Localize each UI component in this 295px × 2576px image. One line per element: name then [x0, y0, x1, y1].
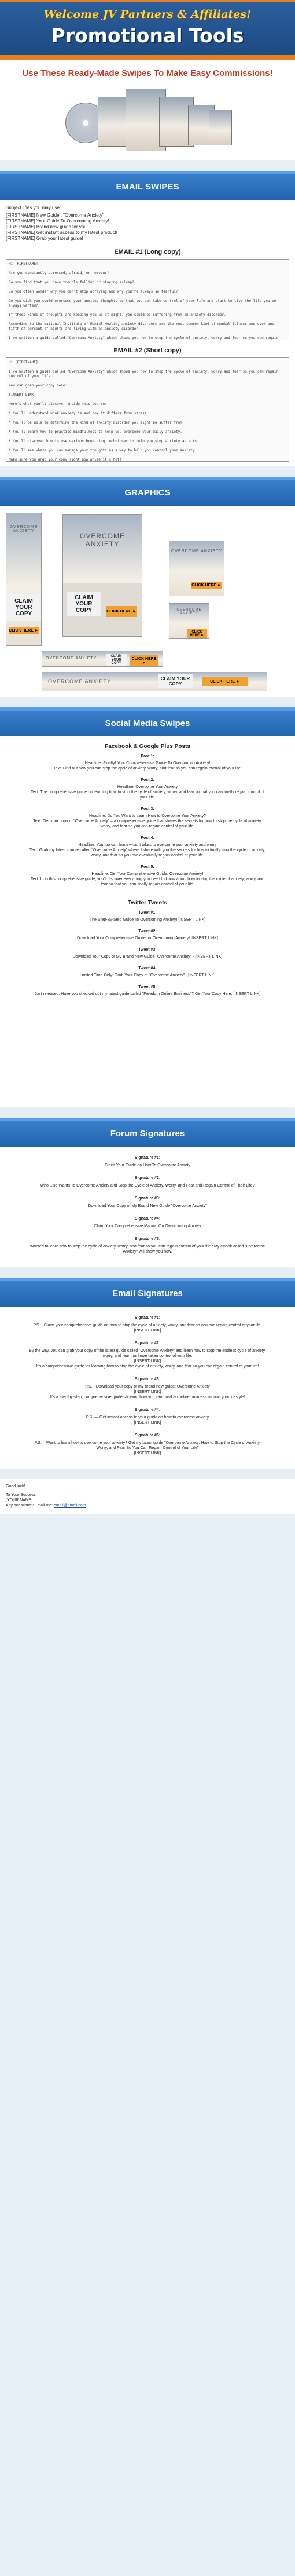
banner-medium-rectangle[interactable]: OVERCOME ANXIETY CLICK HERE ►: [169, 541, 224, 596]
email-signature: Signature #4: P.S. — Get instant access to your guide on how to overcome anxiety [INSERT LINK]: [86, 1408, 209, 1425]
subject-line: [FIRSTNAME] Get instant access to my latest product!: [6, 230, 117, 235]
facebook-post: Post 3: Headline: Do You Want to Learn How to Overcome Your Anxiety? Text: Get your copy of "Overcome Anxiety" – a comprehensive guide that shares the secrets for how to stop the cycle of anxiety, worry, and fear so you can regain control of your life.: [33, 807, 262, 829]
tweet: Tweet #4: Limited Time Only: Grab Your Copy of "Overcome Anxiety" - [INSERT LINK]: [79, 966, 216, 977]
hero-banner: [0, 0, 295, 55]
section-social-media: Social Media Swipes: [0, 707, 295, 736]
email-swipes-panel: [0, 200, 295, 466]
section-email-swipes: EMAIL SWIPES: [0, 171, 295, 200]
tweet: Tweet #5: Just released: Have you checked out my latest guide called "Freedom Online Business"? Get Your Copy Here: [INSERT LINK]: [34, 985, 261, 996]
forum-signatures-panel: [0, 1147, 295, 1267]
footer-sign-off: To Your Success,: [6, 1493, 37, 1497]
footer: [0, 1479, 295, 1514]
facebook-post: Post 4: Headline: You too can learn what it takes to overcome your anxiety and worry Text: Grab my latest course called "Overcome Anxiety" where I share with you the secrets for how to finally stop the cycle of anxiety, worry, and fear so you can eventually regain control of your life.: [30, 836, 266, 858]
subject-list: [6, 213, 289, 242]
email-signature: Signature #5: P.S. – Want to learn how to overcome your anxiety? Get my latest guide "Overcome Anxiety: How to Stop the Cycle of Anxiety, Worry, and Fear So You Can Regain Control of Your Life" [INSERT LINK]: [34, 1433, 261, 1455]
page-bottom: [0, 1514, 295, 1521]
tweet: Tweet #3: Download Your Copy of My Brand New Guide "Overcome Anxiety" - [INSERT LINK]: [72, 948, 223, 959]
subject-line: [FIRSTNAME] Brand new guide for you!: [6, 224, 88, 229]
intro-tagline: Use These Ready-Made Swipes To Make Easy Commissions!: [22, 68, 273, 78]
email2-title: EMAIL #2 (Short copy): [113, 347, 182, 354]
forum-signature: Signature #2: Who Else Wants To Overcome Anxiety and Stop the Cycle of Anxiety, Worry, and Fear and Regain Control of Their Life?: [40, 1176, 255, 1188]
email1-title: EMAIL #1 (Long copy): [114, 249, 181, 256]
facebook-post: Post 5: Headline: Get Your Comprehensive Guide: Overcome Anxiety! Text: In in this comprehensive guide, you'll discover everything you need to know about how to stop the cycle of anxiety, worry, and fear so that you can finally regain control of your life.: [30, 865, 265, 886]
email-signature: Signature #1: P.S. - Claim your comprehensive guide on how to stop the cycle of anxiety, worry, and fear so you can regain control of your life! [INSERT LINK]: [33, 1316, 262, 1333]
facebook-posts-title: Facebook & Google Plus Posts: [105, 743, 190, 750]
footer-contact: Any questions? Email me: email@email.com: [6, 1504, 86, 1508]
banner-leaderboard-2[interactable]: OVERCOME ANXIETY CLAIM YOUR COPY CLICK HERE ►: [42, 672, 267, 691]
graphics-panel: [0, 506, 295, 697]
intro-section: [0, 60, 295, 160]
hero-title: Promotional Tools: [51, 24, 244, 47]
facebook-post: Post 2: Headline: Overcome Your Anxiety Text: The comprehensive guide on learning how to stop the cycle of anxiety, worry, and fear so that you can finally regain control of your life.: [31, 778, 264, 800]
email-signatures-panel: [0, 1307, 295, 1469]
subject-line: [FIRSTNAME] Grab your latest guide!: [6, 236, 83, 241]
subject-line: [FIRSTNAME] Your Guide To Overcoming Anxiety!: [6, 218, 109, 224]
forum-signature: Signature #5: Wanted to learn how to stop the cycle of anxiety, worry, and fear so you can regain control of your life? My eBook called "Overcome Anxiety" will show you how.: [30, 1237, 266, 1254]
social-media-panel: [0, 736, 295, 1107]
banner-square-large[interactable]: OVERCOME ANXIETY CLAIM YOUR COPY CLICK HERE ►: [62, 514, 142, 637]
forum-signature: Signature #4: Claim Your Comprehensive Manual On Overcoming Anxiety: [94, 1217, 201, 1228]
email1-textarea[interactable]: Hi [FIRSTNAME], Are you constantly stressed, afraid, or nervous? Do you find that you have trouble falling or staying asleep? Do you often wonder why you can't stop worrying and why you're always so fearful? Do you wish you could overcome your anxious thoughts so that you can take control of your life and start to live the life you've always wanted? If these kinds of thoughts are keeping you up at night, you could be suffering from an anxiety disorder. According to the National Institute of Mental Health, anxiety disorders are the most common kind of mental illness and over one-fifth of percent of adults are living with an anxiety disorder. I've written a guide called "Overcome Anxiety" which shows you how to stop the cycle of anxiety, worry and fear so you can regain: [6, 259, 289, 340]
banner-skyscraper[interactable]: OVERCOME ANXIETY CLAIM YOUR COPY CLICK HERE ►: [6, 513, 42, 646]
subject-line: [FIRSTNAME] New Guide : "Overcome Anxiety": [6, 213, 104, 218]
footer-email-link[interactable]: email@email.com: [53, 1504, 86, 1508]
product-bundle-image: [61, 86, 234, 156]
section-forum-signatures: Forum Signatures: [0, 1118, 295, 1147]
twitter-title: Twitter Tweets: [128, 900, 167, 906]
facebook-post: Post 1: Headline: Finally! Your Comprehensive Guide To Overcoming Anxiety! Text: Find out how you can stop the cycle of anxiety, worry, and fear so you can regain control of your life.: [53, 754, 242, 771]
forum-signature: Signature #3: Download Your Copy of My Brand New Guide "Overcome Anxiety": [88, 1196, 207, 1208]
email-signature: Signature #3: P.S. - Download your copy of my brand new guide: Overcome Anxiety [INSERT LINK] It's a step-by-step, comprehensive guide showing how you can build an online business around your lifestyle!: [50, 1377, 245, 1399]
section-graphics: GRAPHICS: [0, 477, 295, 506]
email-signature: Signature #2: By the way, you can grab your copy of the latest guide called "Overcome Anxiety" and learn how to stop the endless cycle of anxiety, worry, and fear that have taken control of your life. [INSERT LINK] It's a comprehensive guide for learning how to stop the cycle of anxiety, worry, and fear so you can regain control of your life!: [29, 1341, 266, 1369]
footer-good-luck: Good luck!: [6, 1484, 25, 1488]
banner-leaderboard-1[interactable]: OVERCOME ANXIETY CLAIM YOUR COPY CLICK HERE ►: [42, 651, 163, 667]
forum-signature: Signature #1: Claim Your Guide on How To Overcome Anxiety: [104, 1156, 191, 1167]
footer-name: [YOUR NAME]: [6, 1498, 33, 1502]
subject-intro: Subject lines you may use:: [6, 205, 61, 210]
email2-textarea[interactable]: Hi [FIRSTNAME], I've written a guide called "Overcome Anxiety" which shows you how to stop the cycle of anxiety, worry and fear so you can regain control of your life. You can grab your copy here: [INSERT LINK] Here's what you'll discover inside this course: * You'll understand what anxiety is and how it differs from stress. * You'll be able to determine the kind of anxiety disorder you might be suffer from. * You'll learn how to practice mindfulness to help you overcome your daily anxiety. * You'll discover how to use various breathing techniques to help you stop anxiety attacks. * You'll see where you can manage your thoughts as a way to help you control your anxiety. Make sure you grab your copy right now while it's hot!: [6, 357, 289, 462]
banner-small-square[interactable]: OVERCOME ANXIETY CLICK HERE ►: [169, 603, 209, 639]
tweet: Tweet #2: Download Your Comprehensive Guide for Overcoming Anxiety! [INSERT LINK]: [77, 929, 218, 940]
hero-subtitle: Welcome JV Partners & Affiliates!: [43, 8, 252, 21]
tweet: Tweet #1: The Step-By-Step Guide To Overcoming Anxiety! [INSERT LINK]: [89, 911, 206, 922]
divider-bar: [0, 55, 295, 60]
section-email-signatures: Email Signatures: [0, 1278, 295, 1307]
